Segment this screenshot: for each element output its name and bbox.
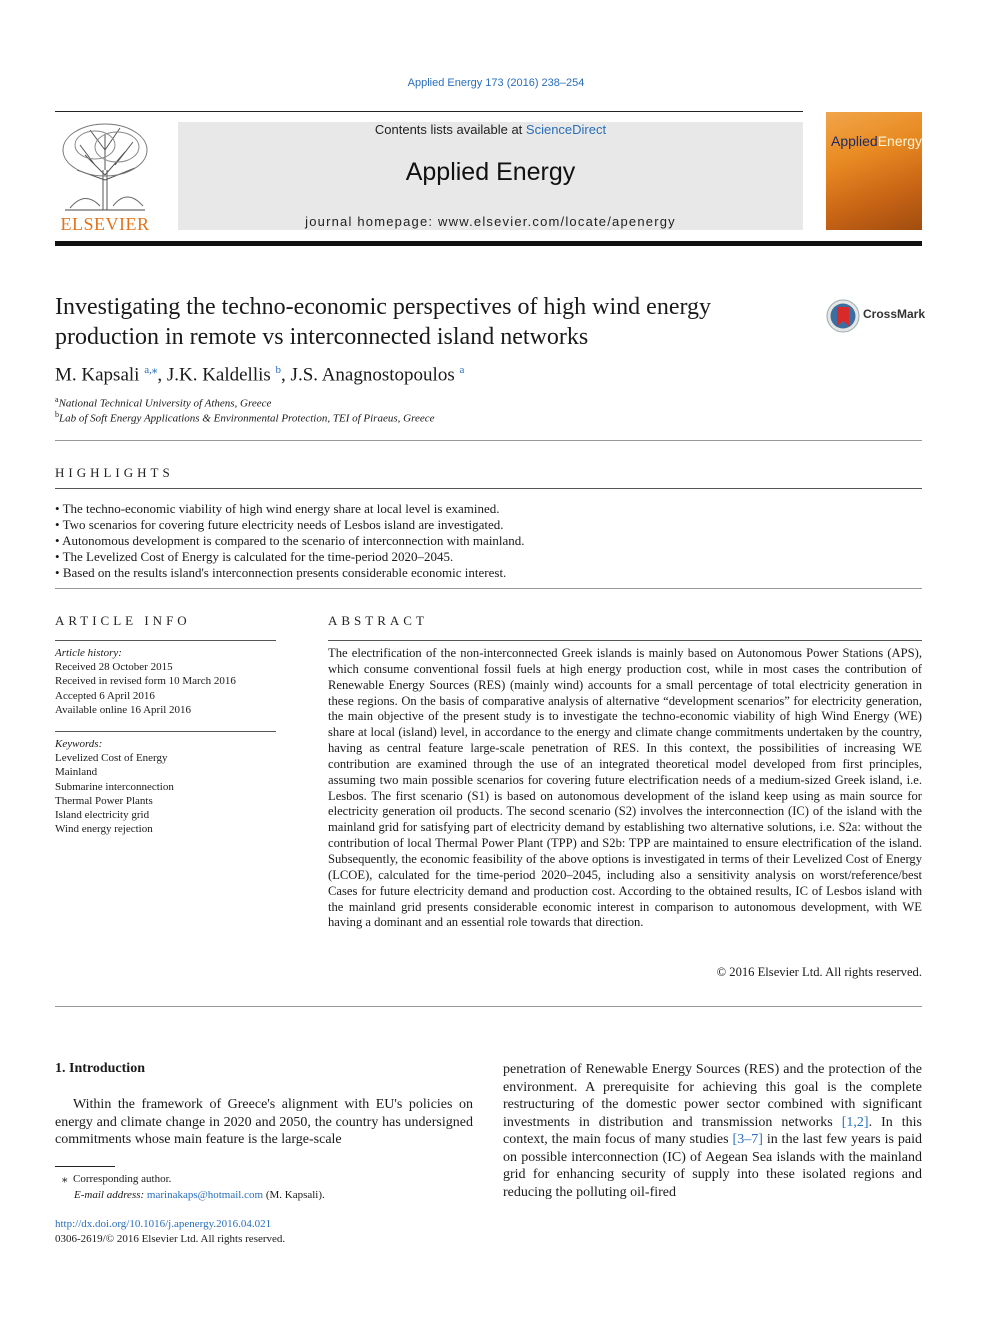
intro-text: penetration of Renewable Energy Sources (RES) and the protection of the environment. A prerequisite for achieving this goal is the complete restructuring of the domestic power sector combined with significant investments in distribution and transmission networks xyxy=(503,1062,922,1130)
author-name[interactable]: M. Kapsali xyxy=(55,364,140,386)
keyword: Mainland xyxy=(55,766,98,779)
highlight-text: Autonomous development is compared to the scenario of interconnection with mainland. xyxy=(62,533,525,548)
crossmark-badge[interactable] xyxy=(826,298,926,334)
highlight-item: • Two scenarios for covering future electricity needs of Lesbos island are investigated. xyxy=(55,517,504,532)
affiliation xyxy=(55,395,271,410)
author-name[interactable]: J.K. Kaldellis xyxy=(166,364,271,386)
journal-title: Applied Energy xyxy=(405,158,576,186)
intro-paragraph-left: Within the framework of Greece's alignment with EU's policies on energy and climate change in 2020 and 2050, the country has undersigned commitments whose main feature is the large-scale xyxy=(55,1097,473,1147)
article-title: Investigating the techno-economic perspectives of high wind energy production in remote vs interconnected island networks xyxy=(55,294,712,350)
email-label: E-mail address: xyxy=(74,1189,147,1201)
journal-banner xyxy=(178,122,803,230)
abstract-heading: ABSTRACT xyxy=(328,613,428,628)
doi-link[interactable] xyxy=(55,1216,271,1232)
copyright: © 2016 Elsevier Ltd. All rights reserved. xyxy=(716,965,922,979)
publisher-logo-text: ELSEVIER xyxy=(60,214,150,234)
highlights-heading: HIGHLIGHTS xyxy=(55,465,174,480)
author-sup[interactable]: b xyxy=(275,364,282,376)
keyword: Levelized Cost of Energy xyxy=(55,752,168,765)
history-label: Article history: xyxy=(55,647,122,659)
header-thick-rule xyxy=(55,241,922,246)
author-list: M. Kapsali $^{a,⁎}$, J.K. Kaldellis $^b$, J.S. Anagnostopoulos $^a$ xyxy=(55,364,465,386)
article-info-rule xyxy=(55,640,276,641)
author-sup[interactable]: a,⁎ xyxy=(144,364,158,376)
header-divider xyxy=(55,111,803,112)
affiliation-sup: b xyxy=(55,410,59,419)
keyword: Thermal Power Plants xyxy=(55,794,153,807)
crossmark-label: CrossMark xyxy=(863,307,926,321)
affiliation-sup: a xyxy=(55,395,59,404)
keywords-label: Keywords: xyxy=(55,738,103,750)
sciencedirect-link[interactable]: ScienceDirect xyxy=(525,122,607,137)
highlight-text: Based on the results island's interconnection presents considerable economic interest. xyxy=(62,565,507,580)
journal-homepage[interactable]: journal homepage: www.elsevier.com/locate/apenergy xyxy=(305,214,676,229)
highlight-item: • Based on the results island's interconnection presents considerable economic interest. xyxy=(55,565,507,580)
doi-text[interactable]: http://dx.doi.org/10.1016/j.apenergy.2016.04.021 xyxy=(55,1218,272,1230)
email-link[interactable]: marinakaps@hotmail.com xyxy=(146,1189,264,1201)
article-info-heading: ARTICLE INFO xyxy=(55,613,191,628)
intro-paragraph-right xyxy=(503,1061,922,1201)
issn-line: 0306-2619/© 2016 Elsevier Ltd. All rights reserved. xyxy=(55,1233,286,1245)
citation-link[interactable]: [1,2] xyxy=(841,1114,869,1130)
abstract-rule xyxy=(328,640,922,641)
highlights-rule xyxy=(55,488,922,489)
elsevier-logo xyxy=(55,120,155,235)
intro-text: in the last few years is paid on possible interconnection (IC) of Aegean Sea islands with the mainland grid for enhancing security of supply into these isolated regions and reducing the polluting oil-fired xyxy=(503,1132,922,1200)
author-name[interactable]: J.S. Anagnostopoulos xyxy=(290,364,455,386)
keywords-block xyxy=(55,737,276,836)
highlight-item: • The techno-economic viability of high wind energy share at local level is examined. xyxy=(55,501,500,516)
crossmark-icon xyxy=(826,298,860,334)
highlight-text: The Levelized Cost of Energy is calculated for the time-period 2020–2045. xyxy=(62,549,454,564)
history-item: Accepted 6 April 2016 xyxy=(55,689,155,702)
footnote-rule xyxy=(55,1166,115,1167)
section-heading: 1. Introduction xyxy=(55,1061,145,1076)
contents-prefix: Contents lists available at xyxy=(374,122,526,137)
highlights-list xyxy=(55,501,922,581)
divider xyxy=(55,1006,922,1007)
highlight-item: • Autonomous development is compared to the scenario of interconnection with mainland. xyxy=(55,533,525,548)
author-sup[interactable]: a xyxy=(459,364,465,376)
abstract-text: The electrification of the non-interconnected Greek islands is mainly based on Autonomous Power Stations (APS), which consume conventional fossil fuels at high energy production cost, while in most cases the contribution of Renewable Energy Sources (RES) (mainly wind) accounts for a small percentage of total electricity generation in these regions. On the basis of comparative analysis of alternative “development scenarios” for electricity generation, the main objective of the present study is to investigate the techno-economic viability of high Wind Energy (WE) share at local (island) level, in accordance to the energy and climate change commitments undertaken by the country, having as central feature large-scale penetration of RES. In this context, the possibilities of increasing WE contribution are examined through the use of an integrated theoretical model developed from first principles, assuming two main possible scenarios for covering future electrification needs of a medium-sized Greek island, i.e. Lesbos. The first scenario (S1) is based on autonomous development of the island keep using as main source for electricity generation oil products. The second scenario (S2) involves the interconnection (IC) of the island with the mainland grid for satisfying part of electricity demand by establishing two alternative solutions, i.e. S2a: without the contribution of local Thermal Power Plant (TPP) and S2b: TPP are maintained to ensure electrification of the island. Subsequently, the economic feasibility of the above options is investigated in terms of their Levelized Cost of Energy (LCOE), calculated for the time-period 2020–2045, including also a sensitivity analysis on worst/reference/best Cases for future electricity demand and production cost. According to the obtained results, IC of Lesbos island with the mainland grid presents considerable economic interest in comparison to autonomous development, with WE having a dominant and an essential role towards that direction. xyxy=(328,646,922,930)
article-history xyxy=(55,646,276,717)
affiliation xyxy=(55,410,434,425)
divider xyxy=(55,588,922,589)
keywords-rule xyxy=(55,731,276,732)
journal-citation[interactable]: Applied Energy 173 (2016) 238–254 xyxy=(407,77,585,89)
footnote-email xyxy=(74,1187,325,1203)
highlight-text: The techno-economic viability of high wind energy share at local level is examined. xyxy=(62,501,500,516)
keyword: Submarine interconnection xyxy=(55,780,174,793)
history-item: Received 28 October 2015 xyxy=(55,661,173,674)
keyword: Wind energy rejection xyxy=(55,823,153,836)
highlight-item: • The Levelized Cost of Energy is calculated for the time-period 2020–2045. xyxy=(55,549,454,564)
cover-title-b: Energy xyxy=(877,133,923,149)
footnote-corresponding: ⁎ Corresponding author. xyxy=(62,1173,172,1185)
highlight-text: Two scenarios for covering future electricity needs of Lesbos island are investigated. xyxy=(62,517,504,532)
intro-text: . In this context, the main focus of many studies xyxy=(503,1114,922,1147)
affiliation-text: Lab of Soft Energy Applications & Environmental Protection, TEI of Piraeus, Greece xyxy=(59,412,435,425)
cover-title-a: Applied xyxy=(831,133,878,149)
journal-cover-image[interactable] xyxy=(826,112,922,230)
history-item: Received in revised form 10 March 2016 xyxy=(55,675,236,688)
citation-link[interactable]: [3–7] xyxy=(732,1132,763,1147)
footnote-text: Corresponding author. xyxy=(73,1173,172,1185)
email-name: (M. Kapsali). xyxy=(263,1189,325,1201)
cover-title xyxy=(831,133,922,149)
history-item: Available online 16 April 2016 xyxy=(55,703,192,716)
affiliation-text: National Technical University of Athens, Greece xyxy=(58,397,272,410)
elsevier-tree-icon xyxy=(55,120,155,212)
keyword: Island electricity grid xyxy=(55,809,150,822)
divider xyxy=(55,440,922,441)
contents-line xyxy=(178,122,803,137)
